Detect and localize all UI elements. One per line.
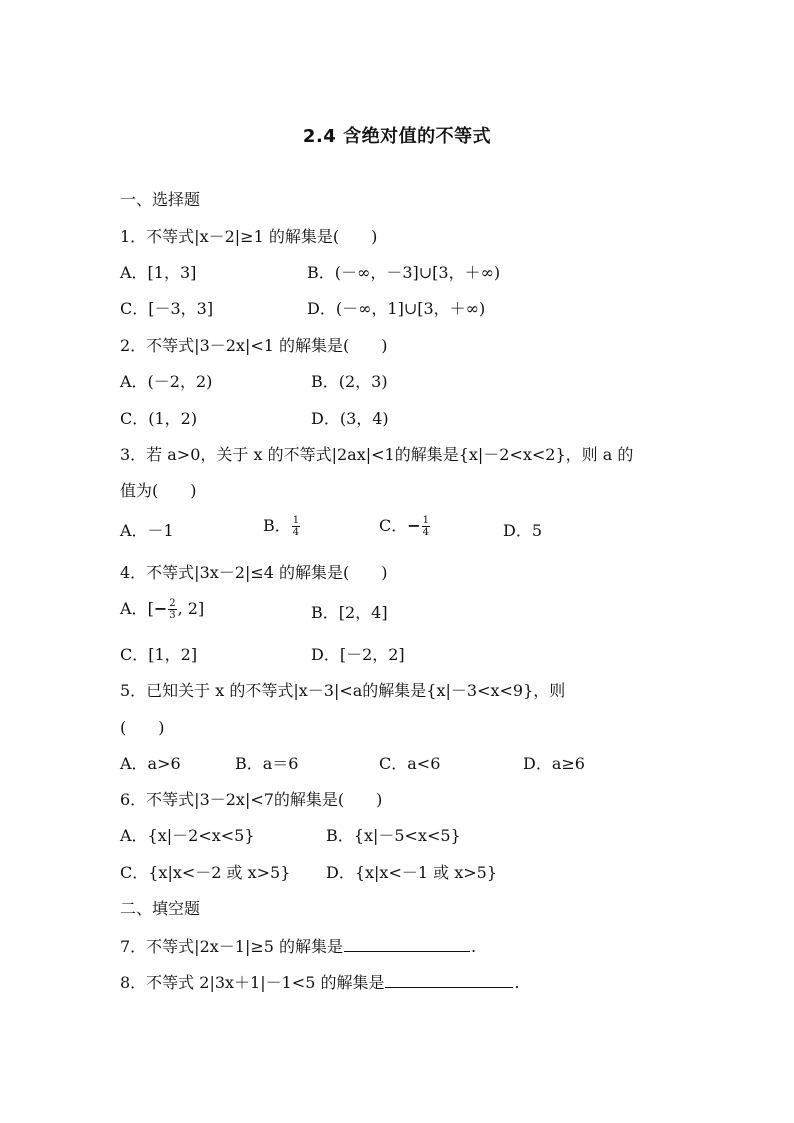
question-4-option-d: D．[－2，2] xyxy=(311,645,405,664)
question-8: 8．不等式 2|3x＋1|－1<5 的解集是 . xyxy=(120,973,520,992)
question-1-option-c: C．[－3，3] xyxy=(120,299,214,318)
question-5-option-b: B．a＝6 xyxy=(235,754,299,773)
question-3-option-b xyxy=(263,515,301,538)
question-2-option-b: B．(2，3) xyxy=(311,372,388,391)
question-3-option-b-label: B． xyxy=(263,516,291,535)
section-heading-choice: 一、选择题 xyxy=(120,190,201,209)
fraction: $\frac{1}{4}$ xyxy=(422,515,430,538)
question-2-option-d: D．(3，4) xyxy=(311,409,389,428)
question-2-option-a: A．(－2，2) xyxy=(120,372,213,391)
question-5-option-c: C．a<6 xyxy=(379,754,441,773)
question-3-option-d: D．5 xyxy=(503,521,543,540)
question-3-option-a: A．－1 xyxy=(120,521,174,540)
question-1-option-b: B．(－∞，－3]∪[3，＋∞) xyxy=(307,263,501,282)
question-4-option-c: C．[1，2] xyxy=(120,645,198,664)
question-5-option-d: D．a≥6 xyxy=(523,754,585,773)
question-6-stem: 6．不等式|3－2x|<7的解集是( ) xyxy=(120,790,383,809)
question-3-stem-line1: 3．若 a>0，关于 x 的不等式|2ax|<1的解集是{x|－2<x<2}，则 a 的 xyxy=(120,445,634,464)
question-6-option-a: A．{x|－2<x<5} xyxy=(120,826,255,845)
answer-blank[interactable] xyxy=(385,971,513,988)
question-7-stem: 7．不等式|2x－1|≥5 的解集是 xyxy=(120,937,344,956)
fraction: $\frac{1}{4}$ xyxy=(292,515,300,538)
question-6-option-c: C．{x|x<－2 或 x>5} xyxy=(120,863,291,882)
question-4-stem: 4．不等式|3x－2|≤4 的解集是( ) xyxy=(120,563,388,582)
question-5-stem-line1: 5．已知关于 x 的不等式|x－3|<a的解集是{x|－3<x<9}，则 xyxy=(120,681,566,700)
question-6-option-b: B．{x|－5<x<5} xyxy=(326,826,461,845)
question-5-option-a: A．a>6 xyxy=(120,754,181,773)
question-5-stem-line2: ( ) xyxy=(120,718,165,737)
question-6-option-d: D．{x|x<－1 或 x>5} xyxy=(326,863,497,882)
question-3-option-c: C．− $\frac{1}{4}$ xyxy=(379,515,430,538)
question-8-stem: 8．不等式 2|3x＋1|－1<5 的解集是 xyxy=(120,973,385,992)
question-1-option-a: A．[1，3] xyxy=(120,263,197,282)
question-1-option-d: D．(－∞，1]∪[3，＋∞) xyxy=(307,299,486,318)
question-3-option-c-label: C． xyxy=(379,516,408,535)
question-2-stem: 2．不等式|3－2x|<1 的解集是( ) xyxy=(120,336,388,355)
section-heading-fill: 二、填空题 xyxy=(120,899,201,918)
question-2-option-c: C．(1，2) xyxy=(120,409,198,428)
fraction: $\frac{2}{3}$ xyxy=(169,598,176,621)
question-3-stem-line2: 值为( ) xyxy=(120,481,197,500)
question-7: 7．不等式|2x－1|≥5 的解集是 . xyxy=(120,937,477,956)
question-4-option-a: A．[− $\frac{2}{3}$ , 2] xyxy=(120,598,205,621)
question-4-option-b: B．[2，4] xyxy=(311,603,388,622)
question-1-stem: 1．不等式|x－2|≥1 的解集是( ) xyxy=(120,227,378,246)
page-title: 2.4 含绝对值的不等式 xyxy=(302,126,492,147)
answer-blank[interactable] xyxy=(344,935,470,952)
